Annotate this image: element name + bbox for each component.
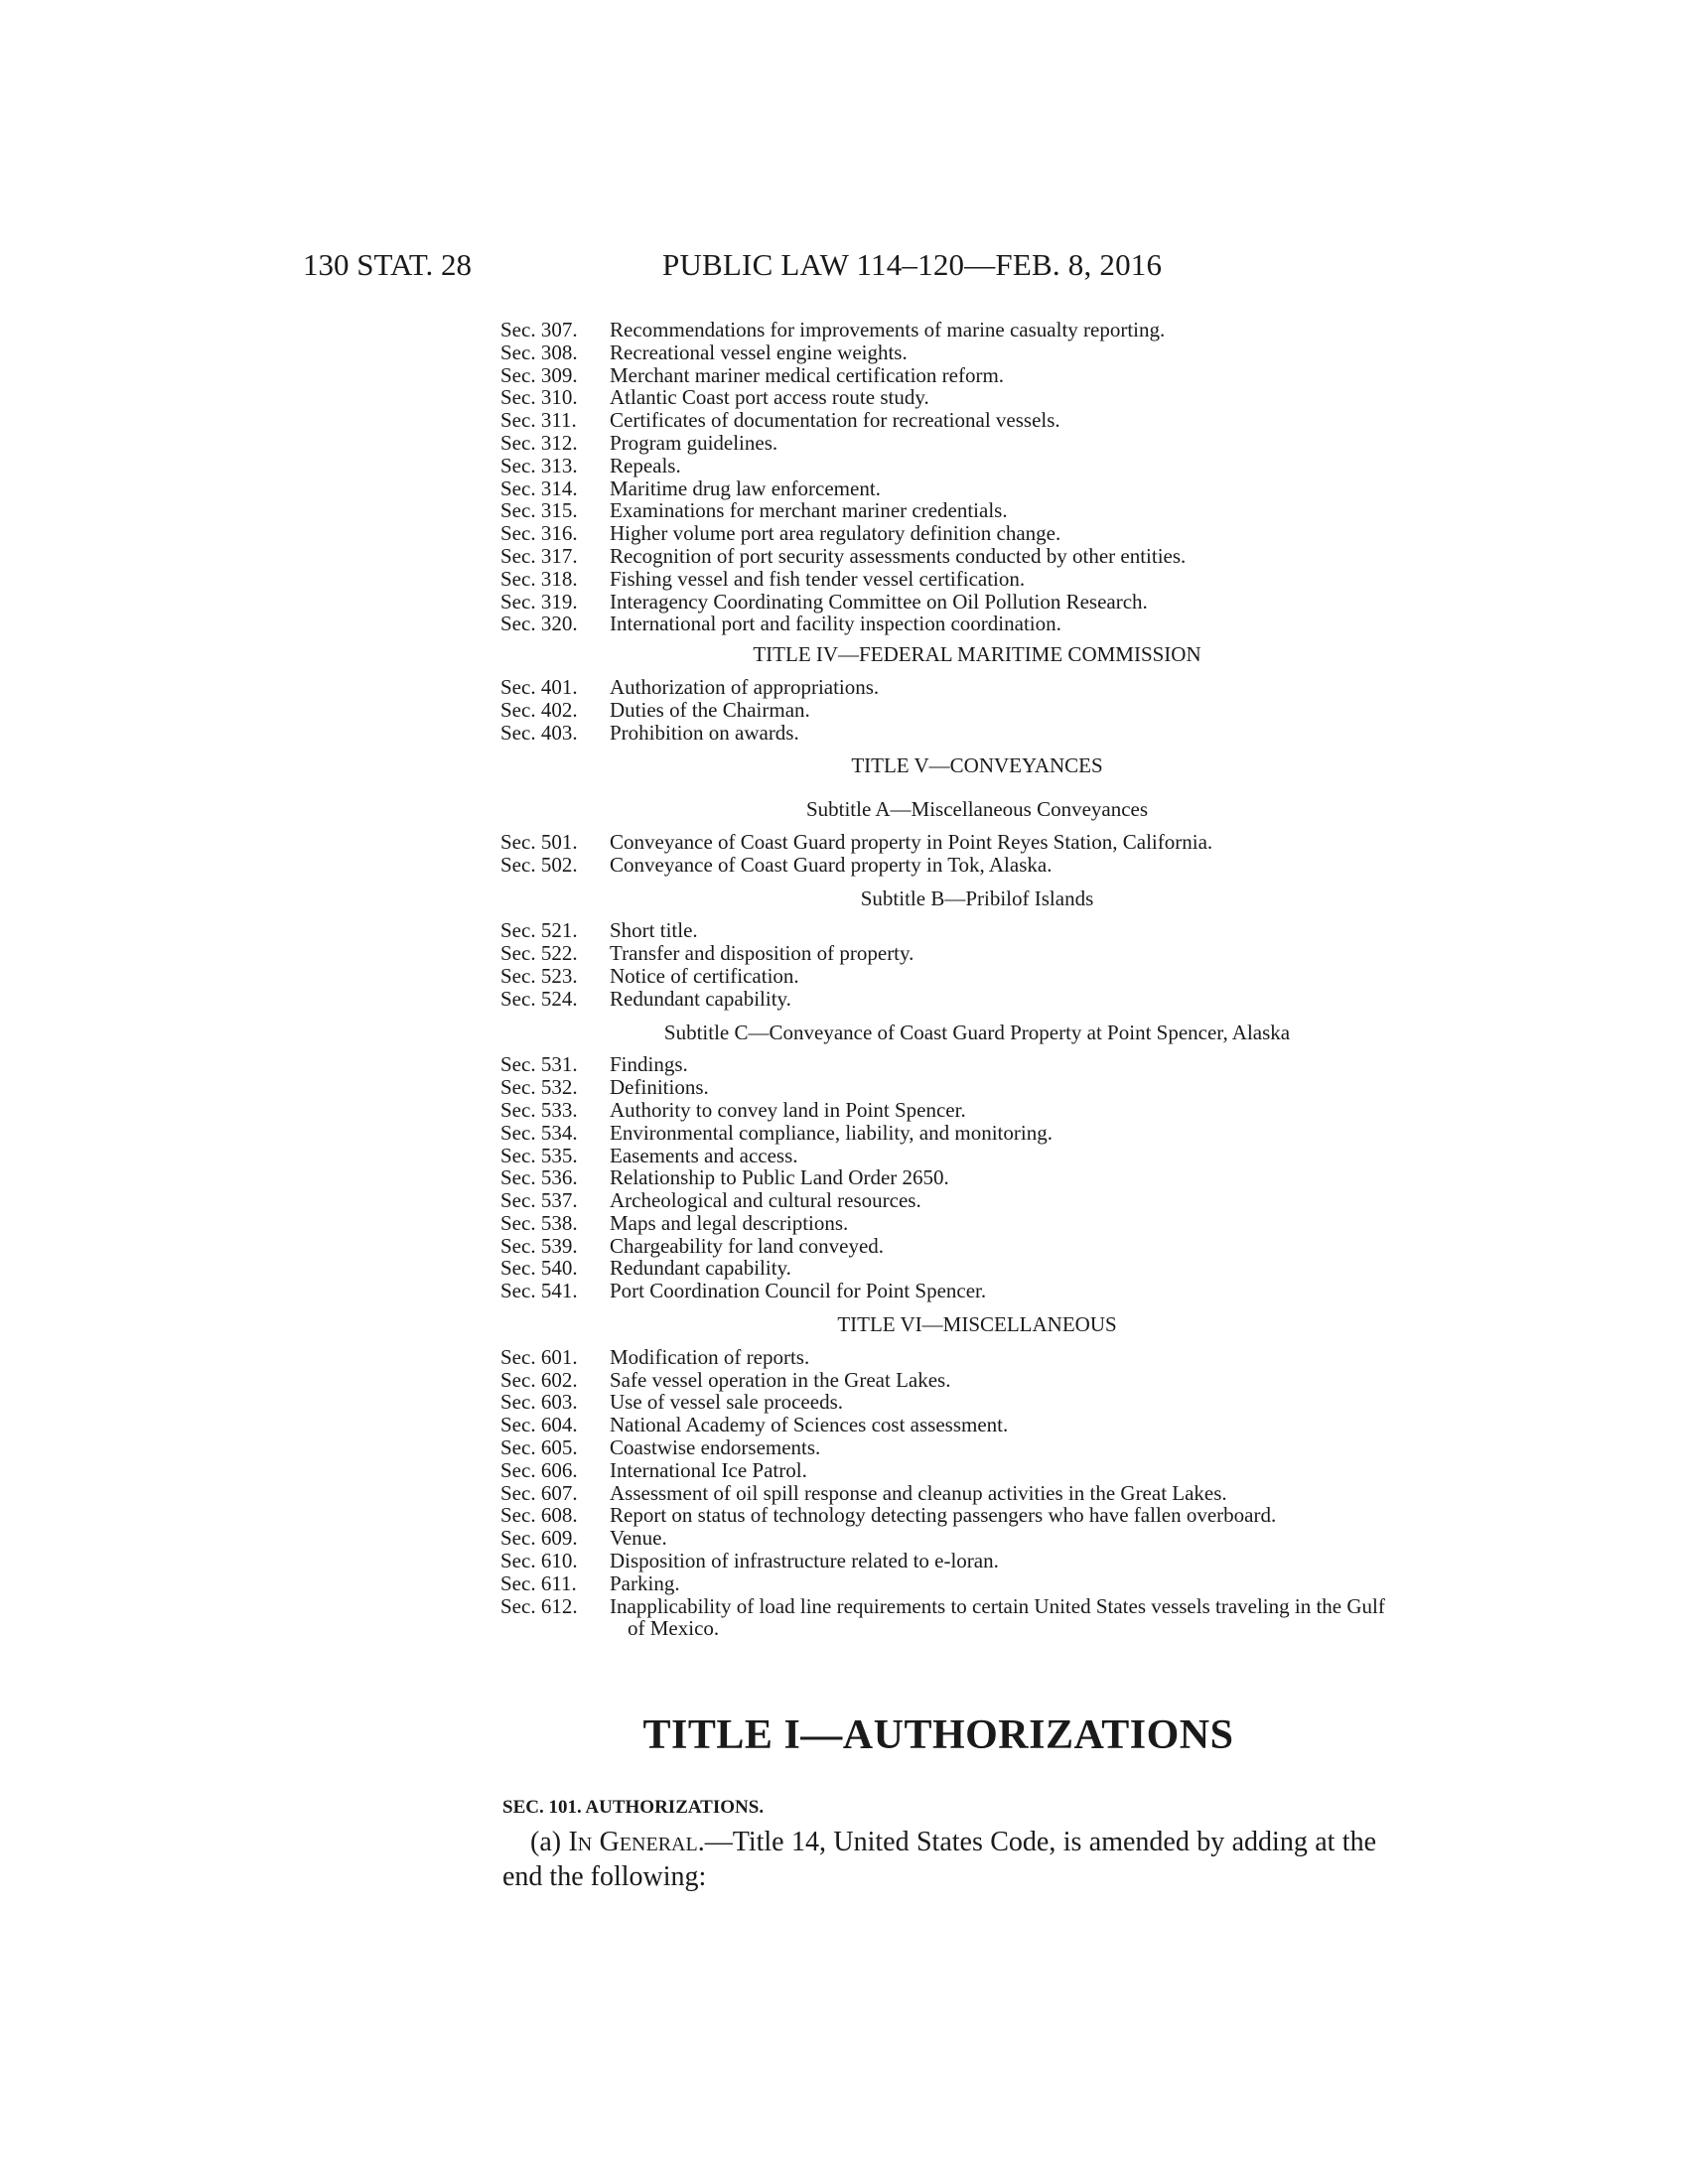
toc-entry xyxy=(500,1122,1394,1145)
folio: 130 STAT. 28 xyxy=(303,247,473,282)
toc-entry-number: Sec. 532. xyxy=(500,1075,578,1100)
toc-entry xyxy=(500,1482,1394,1505)
toc-entry-number: Sec. 318. xyxy=(500,566,578,591)
toc-group-title-vi xyxy=(500,1346,1394,1640)
toc-entry xyxy=(500,1166,1394,1189)
toc-entry xyxy=(500,1053,1394,1076)
toc-entry-title: Easements and access. xyxy=(610,1143,798,1167)
toc-entry-title: Transfer and disposition of property. xyxy=(610,941,914,966)
toc-entry-number: Sec. 315. xyxy=(500,498,578,523)
toc-entry-title: Higher volume port area regulatory definition change. xyxy=(610,521,1061,546)
toc-entry-title: Modification of reports. xyxy=(610,1344,810,1369)
para-label: (a) xyxy=(530,1827,562,1857)
toc-entry-title: Report on status of technology detecting passengers who have fallen overboard. xyxy=(610,1503,1277,1528)
toc-entry-title: Program guidelines. xyxy=(610,430,778,455)
toc-entry-number: Sec. 524. xyxy=(500,986,578,1011)
para-text: —Title 14, United States Code, is amended by adding at the end the following: xyxy=(502,1827,1376,1892)
toc-entry-number: Sec. 601. xyxy=(500,1344,578,1369)
toc-entry xyxy=(500,432,1394,455)
toc-entry-number: Sec. 608. xyxy=(500,1503,578,1528)
toc-entry-title: Safe vessel operation in the Great Lakes. xyxy=(610,1367,951,1392)
toc-entry-number: Sec. 319. xyxy=(500,589,578,614)
toc-entry xyxy=(500,1595,1394,1641)
toc-entry-number: Sec. 320. xyxy=(500,612,578,636)
toc-group-subtitle-b xyxy=(500,919,1394,1010)
toc-entry-title: Chargeability for land conveyed. xyxy=(610,1233,885,1258)
toc-entry xyxy=(500,499,1394,522)
toc-entry-title: Archeological and cultural resources. xyxy=(610,1188,921,1213)
toc-entry-title: Recreational vessel engine weights. xyxy=(610,340,908,364)
toc-entry xyxy=(500,545,1394,568)
toc-entry-title: Assessment of oil spill response and cleanup activities in the Great Lakes. xyxy=(610,1480,1227,1505)
toc-entry xyxy=(500,676,1394,699)
toc-entry-number: Sec. 534. xyxy=(500,1120,578,1145)
toc-title-v-heading: TITLE V—CONVEYANCES xyxy=(851,753,1103,778)
toc-entry-number: Sec. 533. xyxy=(500,1097,578,1122)
section-heading: SEC. 101. AUTHORIZATIONS. xyxy=(502,1797,765,1818)
toc-entry xyxy=(500,341,1394,364)
toc-entry-title: Inapplicability of load line requirements to certain United States vessels traveling in the Gulf of Mexico. xyxy=(610,1593,1385,1641)
toc-entry-number: Sec. 501. xyxy=(500,829,578,854)
toc-entry-title: Prohibition on awards. xyxy=(610,720,799,745)
toc-entry xyxy=(500,455,1394,478)
toc-entry-title: Short title. xyxy=(610,918,698,943)
toc-entry xyxy=(500,831,1394,854)
toc-entry-number: Sec. 308. xyxy=(500,340,578,364)
toc-entry-title: Examinations for merchant mariner credentials. xyxy=(610,498,1008,523)
toc-entry-number: Sec. 604. xyxy=(500,1413,578,1437)
toc-entry xyxy=(500,942,1394,965)
toc-entry-number: Sec. 609. xyxy=(500,1526,578,1551)
toc-entry-number: Sec. 541. xyxy=(500,1279,578,1303)
toc-entry xyxy=(500,613,1394,635)
toc-entry-number: Sec. 605. xyxy=(500,1435,578,1460)
toc-entry xyxy=(500,1257,1394,1280)
toc-entry xyxy=(500,1414,1394,1436)
toc-entry xyxy=(500,1212,1394,1235)
toc-entry xyxy=(500,1550,1394,1572)
toc-entry-title: Environmental compliance, liability, and monitoring. xyxy=(610,1120,1053,1145)
toc-entry-title: Conveyance of Coast Guard property in Tok, Alaska. xyxy=(610,852,1053,877)
toc-entry-title: Relationship to Public Land Order 2650. xyxy=(610,1165,949,1190)
toc-entry-number: Sec. 611. xyxy=(500,1570,577,1595)
toc-subtitle-b-heading: Subtitle B—Pribilof Islands xyxy=(860,886,1094,910)
toc-entry-number: Sec. 603. xyxy=(500,1390,578,1415)
toc-group-title-iv xyxy=(500,676,1394,744)
toc-entry-title: Authorization of appropriations. xyxy=(610,674,880,699)
toc-entry xyxy=(500,478,1394,500)
toc-entry-title: Maps and legal descriptions. xyxy=(610,1210,849,1235)
toc-subtitle-a-heading: Subtitle A—Miscellaneous Conveyances xyxy=(805,797,1149,822)
toc-group-title-iii xyxy=(500,319,1394,635)
toc-entry-title: Authority to convey land in Point Spencer. xyxy=(610,1097,966,1122)
toc-subtitle-c-heading: Subtitle C—Conveyance of Coast Guard Property at Point Spencer, Alaska xyxy=(663,1020,1291,1044)
toc-entry xyxy=(500,386,1394,409)
toc-entry-title: Definitions. xyxy=(610,1075,709,1100)
toc-entry-number: Sec. 537. xyxy=(500,1188,578,1213)
toc-entry xyxy=(500,965,1394,988)
title-heading: TITLE I—AUTHORIZATIONS xyxy=(642,1712,1234,1758)
toc-entry-title: Recognition of port security assessments conducted by other entities. xyxy=(610,543,1187,568)
toc-entry-title: Maritime drug law enforcement. xyxy=(610,476,881,500)
toc-entry xyxy=(500,1391,1394,1414)
toc-entry-title: Notice of certification. xyxy=(610,963,799,988)
toc-entry xyxy=(500,1145,1394,1167)
toc-entry-number: Sec. 402. xyxy=(500,697,578,722)
toc-entry-number: Sec. 521. xyxy=(500,918,578,943)
page-header xyxy=(303,245,1216,285)
toc-entry-number: Sec. 606. xyxy=(500,1457,578,1482)
toc-entry-number: Sec. 313. xyxy=(500,453,578,478)
toc-entry-title: Interagency Coordinating Committee on Oil Pollution Research. xyxy=(610,589,1148,614)
toc-entry xyxy=(500,1369,1394,1392)
toc-entry-title: Parking. xyxy=(610,1570,680,1595)
toc-entry xyxy=(500,522,1394,545)
toc-entry xyxy=(500,1189,1394,1212)
toc-entry-number: Sec. 540. xyxy=(500,1256,578,1281)
toc-entry-title: Merchant mariner medical certification reform. xyxy=(610,362,1005,387)
toc-entry-title: Port Coordination Council for Point Spencer. xyxy=(610,1279,987,1303)
toc-entry-title: Recommendations for improvements of marine casualty reporting. xyxy=(610,318,1166,341)
toc-entry-title: Use of vessel sale proceeds. xyxy=(610,1390,843,1415)
toc-entry-number: Sec. 316. xyxy=(500,521,578,546)
toc-title-vi-heading: TITLE VI—MISCELLANEOUS xyxy=(837,1312,1117,1337)
toc-group-subtitle-a xyxy=(500,831,1394,877)
toc-entry-number: Sec. 535. xyxy=(500,1143,578,1167)
toc-entry-title: Certificates of documentation for recreational vessels. xyxy=(610,408,1060,433)
toc-entry xyxy=(500,568,1394,591)
toc-entry-number: Sec. 314. xyxy=(500,476,578,500)
toc-entry xyxy=(500,591,1394,614)
toc-entry-number: Sec. 311. xyxy=(500,408,577,433)
toc-entry xyxy=(500,919,1394,942)
toc-entry-number: Sec. 523. xyxy=(500,963,578,988)
toc-entry-number: Sec. 317. xyxy=(500,543,578,568)
toc-entry xyxy=(500,854,1394,877)
running-head: PUBLIC LAW 114–120—FEB. 8, 2016 xyxy=(662,247,1163,282)
toc-entry xyxy=(500,1235,1394,1258)
toc-entry xyxy=(500,988,1394,1011)
toc-entry-title: International Ice Patrol. xyxy=(610,1457,807,1482)
toc-entry-number: Sec. 538. xyxy=(500,1210,578,1235)
toc-entry-number: Sec. 310. xyxy=(500,385,578,410)
toc-entry-number: Sec. 539. xyxy=(500,1233,578,1258)
toc-entry-number: Sec. 531. xyxy=(500,1052,578,1077)
toc-entry-title: Findings. xyxy=(610,1052,688,1077)
toc-entry xyxy=(500,699,1394,722)
toc-entry xyxy=(500,1504,1394,1527)
toc-entry xyxy=(500,1346,1394,1369)
toc-entry xyxy=(500,1436,1394,1459)
toc-entry-number: Sec. 602. xyxy=(500,1367,578,1392)
toc-entry-number: Sec. 401. xyxy=(500,674,578,699)
toc-entry-title: Redundant capability. xyxy=(610,986,791,1011)
toc-entry-title: Redundant capability. xyxy=(610,1256,791,1281)
toc-entry xyxy=(500,1459,1394,1482)
toc-entry-number: Sec. 307. xyxy=(500,318,578,341)
toc-entry-title: Venue. xyxy=(610,1526,667,1551)
toc-entry-number: Sec. 610. xyxy=(500,1549,578,1573)
toc-entry xyxy=(500,409,1394,432)
toc-entry-title: Fishing vessel and fish tender vessel certification. xyxy=(610,566,1026,591)
toc-entry-title: Coastwise endorsements. xyxy=(610,1435,821,1460)
toc-entry-number: Sec. 502. xyxy=(500,852,578,877)
body-paragraph xyxy=(502,1825,1376,1894)
toc-entry-number: Sec. 612. xyxy=(500,1593,578,1618)
toc-entry xyxy=(500,1572,1394,1595)
toc-title-iv-heading: TITLE IV—FEDERAL MARITIME COMMISSION xyxy=(753,642,1201,667)
toc-entry-title: Disposition of infrastructure related to e-loran. xyxy=(610,1549,999,1573)
toc-entry-number: Sec. 607. xyxy=(500,1480,578,1505)
toc-entry-number: Sec. 309. xyxy=(500,362,578,387)
table-of-contents xyxy=(500,319,1394,1640)
para-caption: In General. xyxy=(568,1827,705,1857)
toc-entry-number: Sec. 536. xyxy=(500,1165,578,1190)
toc-entry xyxy=(500,1280,1394,1302)
toc-entry-title: Atlantic Coast port access route study. xyxy=(610,385,929,410)
toc-entry-number: Sec. 522. xyxy=(500,941,578,966)
toc-entry xyxy=(500,1099,1394,1122)
toc-entry xyxy=(500,1527,1394,1550)
toc-entry xyxy=(500,319,1394,341)
toc-group-subtitle-c xyxy=(500,1053,1394,1302)
toc-entry xyxy=(500,722,1394,745)
toc-entry xyxy=(500,364,1394,387)
toc-entry-title: Duties of the Chairman. xyxy=(610,697,810,722)
toc-entry-title: National Academy of Sciences cost assessment. xyxy=(610,1413,1009,1437)
toc-entry-number: Sec. 312. xyxy=(500,430,578,455)
toc-entry-title: Conveyance of Coast Guard property in Point Reyes Station, California. xyxy=(610,829,1213,854)
toc-entry-title: International port and facility inspection coordination. xyxy=(610,612,1061,636)
toc-entry-number: Sec. 403. xyxy=(500,720,578,745)
toc-entry-title: Repeals. xyxy=(610,453,681,478)
toc-entry xyxy=(500,1076,1394,1099)
